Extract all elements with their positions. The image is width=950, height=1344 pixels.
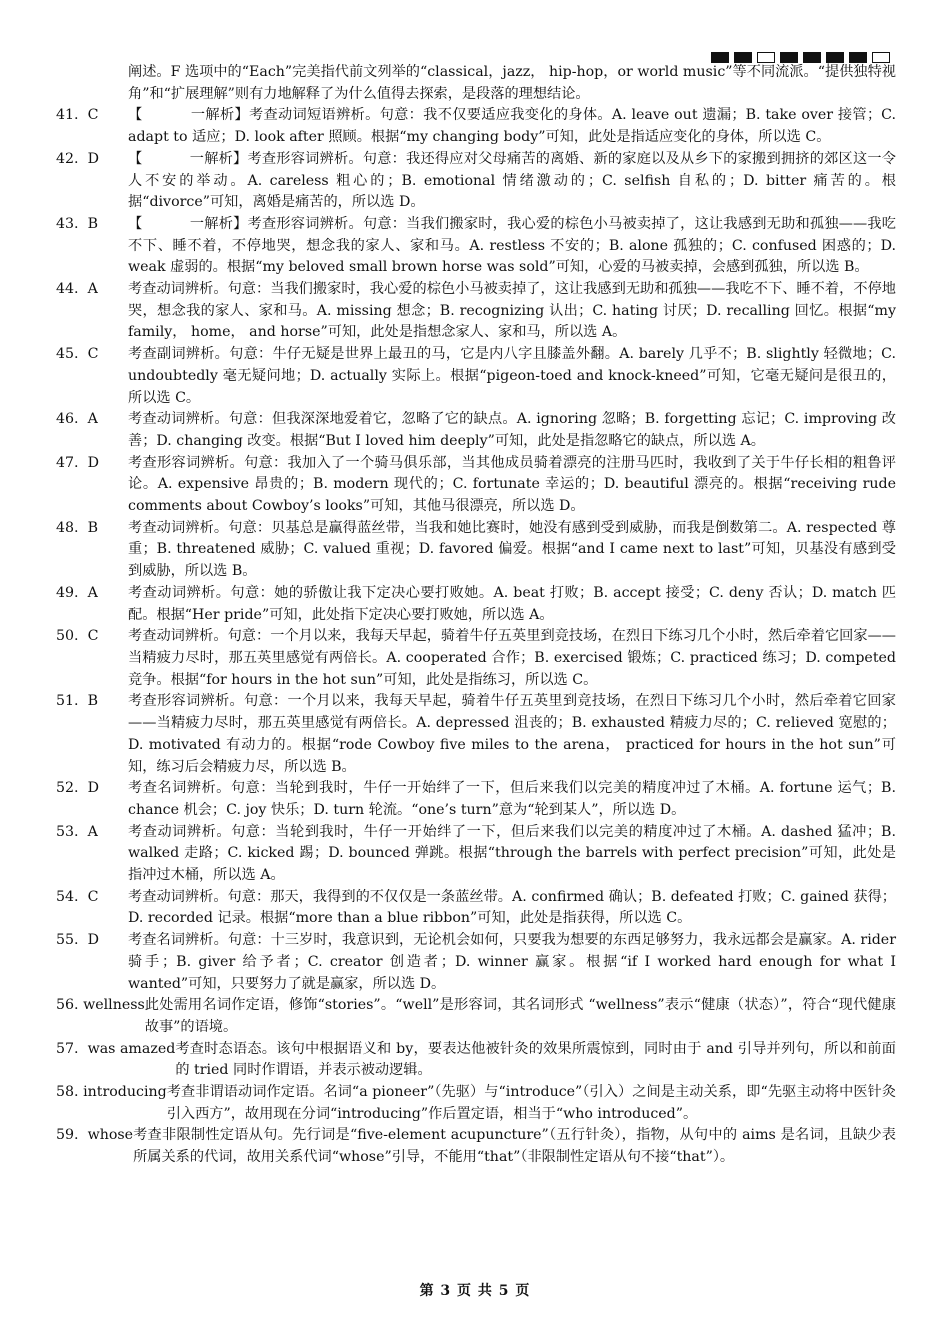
answer-number: 50. C — [56, 628, 99, 645]
answer-number: 49. A — [56, 584, 98, 601]
answer-number: 44. A — [56, 281, 98, 298]
answer-entry — [56, 626, 901, 691]
answer-explanation: 考查时态语态。该句中根据语义和 by，要表达他被针灸的效果所震惊到，同时由于 and 引导并列句，所以和前面的 tried 同时作谓语，并表示被动逻辑。 — [175, 1040, 896, 1079]
answer-explanation: 考查名词辨析。句意：十三岁时，我意识到，无论机会如何，只要我为想要的东西足够努力，我永远都会是赢家。A. rider 骑手；B. giver 给予者；C. creator 创造者；D. winner 赢家。根据“if I worked hard enough for what I wanted”可知，只要努力了就是赢家，所以选 D。 — [128, 932, 901, 992]
answer-number: 41. C — [56, 107, 99, 124]
answer-entry — [56, 279, 901, 344]
answer-number: 54. C — [56, 888, 99, 905]
answer-entry — [56, 149, 896, 214]
answer-number: 46. A — [56, 411, 98, 428]
answer-entry — [56, 344, 901, 409]
answer-entry — [56, 691, 896, 778]
answer-number: 58. introducing — [56, 1084, 167, 1101]
answer-number: 48. B — [56, 519, 99, 536]
answer-number: 45. C — [56, 346, 99, 363]
answer-explanation: 考查非谓语动词作定语。名词“a pioneer”（先驱）与“introduce”（引入）之间是主动关系，即“先驱主动将中医针灸引入西方”，故用现在分词“introducing”作后置定语，相当于“who introduced”。 — [166, 1084, 896, 1122]
answer-key-content — [56, 62, 901, 1169]
answer-entry — [56, 105, 901, 148]
answer-number: 53. A — [56, 823, 98, 840]
answer-entry — [56, 822, 901, 887]
answer-explanation: 考查副词辨析。句意：牛仔无疑是世界上最丑的马，它是内八字且膝盖外翻。A. barely 几乎不；B. slightly 轻微地；C. undoubtedly 毫无疑问地；D. actually 实际上。根据“pigeon-toed and knock-kneed”可知，它毫无疑问是很丑的，所以选 C。 — [128, 346, 901, 406]
answer-entry — [56, 887, 896, 930]
answer-explanation: 考查动词辨析。句意：贝基总是赢得蓝丝带，当我和她比赛时，她没有感到受到威胁，而我是倒数第二。A. respected 尊重；B. threatened 威胁；C. valued 重视；D. favored 偏爱。根据“and I came next to last”可知，贝基没有感到受到威胁，所以选 B。 — [128, 519, 896, 580]
answer-entry — [56, 583, 896, 626]
answer-number: 55. D — [56, 932, 99, 949]
answer-entry — [56, 214, 901, 279]
answer-number: 57. was amazed — [56, 1040, 176, 1057]
intro-paragraph: 阐述。F 选项中的“Each”完美指代前文列举的“classical，jazz， hip-hop，or world music”等不同流派。“提供独特视角”和“扩展理解”则有力地解释了为什么值得去探索，是段落的理想结论。 — [128, 64, 896, 102]
answer-explanation: 考查名词辨析。句意：当轮到我时，牛仔一开始绊了一下，但后来我们以完美的精度冲过了木桶。A. fortune 运气；B. chance 机会；C. joy 快乐；D. turn 轮流。“one’s turn”意为“轮到某人”，所以选 D。 — [128, 780, 901, 818]
answer-entry — [56, 409, 896, 452]
answer-explanation: 考查动词辨析。句意：当轮到我时，牛仔一开始绊了一下，但后来我们以完美的精度冲过了木桶。A. dashed 猛冲；B. walked 走路；C. kicked 踢；D. bounced 弹跳。根据“through the barrels with perfect precision”可知，此处是指冲过木桶，所以选 A。 — [128, 823, 901, 884]
answer-entry — [56, 778, 901, 821]
answer-entry — [56, 930, 901, 995]
answer-number: 42. D — [56, 150, 99, 167]
answer-explanation: 考查形容词辨析。句意：我加入了一个骑马俱乐部，当其他成员骑着漂亮的注册马匹时，我收到了关于牛仔长相的粗鲁评论。A. expensive 昂贵的；B. modern 现代的；C. fortunate 幸运的；D. beautiful 漂亮的。根据“receiving rude comments about Cowboy’s looks”可知，其他马很漂亮，所以选 D。 — [128, 454, 901, 515]
answer-number: 43. B — [56, 215, 99, 232]
answer-entry — [56, 518, 896, 583]
answer-explanation: 【 一解析】考查形容词辨析。句意：当我们搬家时，我心爱的棕色小马被卖掉了，这让我感到无助和孤独——我吃不下、睡不着，不停地哭，想念我的家人、家和马。A. restless 不安的；B. alone 孤独的；C. confused 困惑的；D. weak 虚弱的。根据“my beloved small brown horse was sold”可知，心爱的马被卖掉，会感到孤独，所以选 B。 — [128, 215, 901, 276]
answer-number: 59. whose — [56, 1127, 134, 1144]
answer-explanation: 考查动词辨析。句意：她的骄傲让我下定决心要打败她。A. beat 打败；B. accept 接受；C. deny 否认；D. match 匹配。根据“Her pride”可知，此处指下定决心要打败她，所以选 A。 — [128, 584, 896, 623]
answer-number: 51. B — [56, 693, 99, 710]
answer-explanation: 【 一解析】考查动词短语辨析。句意：我不仅要适应我变化的身体。A. leave out 遗漏；B. take over 接管；C. adapt to 适应；D. look after 照顾。根据“my changing body”可知，此处是指适应变化的身体，所以选 C。 — [128, 107, 901, 146]
answer-number: 47. D — [56, 454, 99, 471]
answer-explanation: 【 一解析】考查形容词辨析。句意：我还得应对父母痛苦的离婚、新的家庭以及从乡下的家搬到拥挤的郊区这一令人不安的举动。A. careless 粗心的；B. emotional 情绪激动的；C. selfish 自私的；D. bitter 痛苦的。根据“divorce”可知，离婚是痛苦的，所以选 D。 — [128, 150, 896, 211]
answer-entry — [56, 1039, 896, 1082]
answer-entry — [56, 1125, 896, 1168]
answer-explanation: 此处需用名词作定语，修饰“stories”。“well”是形容词，其名词形式 “wellness”表示“健康（状态）”，符合“现代健康故事”的语境。 — [144, 997, 896, 1035]
answer-explanation: 考查动词辨析。句意：当我们搬家时，我心爱的棕色小马被卖掉了，这让我感到无助和孤独——我吃不下、睡不着，不停地哭，想念我的家人、家和马。A. missing 想念；B. recognizing 认出；C. hating 讨厌；D. recalling 回忆。根据“my family， home， and horse”可知，此处是指想念家人、家和马，所以选 A。 — [128, 281, 901, 341]
answer-explanation: 考查非限制性定语从句。先行词是“five-element acupuncture”（五行针灸），指物，从句中的 aims 是名词，且缺少表所属关系的代词，故用关系代词“whose”引导，不能用“that”（非限制性定语从句不接“that”）。 — [133, 1127, 896, 1166]
answer-explanation: 考查动词辨析。句意：一个月以来，我每天早起，骑着牛仔五英里到竞技场，在烈日下练习几个小时，然后牵着它回家——当精疲力尽时，那五英里感觉有两倍长。A. cooperated 合作；B. exercised 锻炼；C. practiced 练习；D. competed 竞争。根据“for hours in the hot sun”可知，此处是指练习，所以选 C。 — [128, 628, 901, 688]
page-footer: 第 3 页 共 5 页 — [419, 1283, 531, 1299]
answer-entry — [56, 453, 901, 518]
answer-explanation: 考查动词辨析。句意：但我深深地爱着它，忽略了它的缺点。A. ignoring 忽略；B. forgetting 忘记；C. improving 改善；D. changing 改变。根据“But I loved him deeply”可知，此处是指忽略它的缺点，所以选 A。 — [128, 411, 896, 449]
answer-number: 52. D — [56, 780, 99, 797]
answer-explanation: 考查形容词辨析。句意：一个月以来，我每天早起，骑着牛仔五英里到竞技场，在烈日下练习几个小时，然后牵着它回家——当精疲力尽时，那五英里感觉有两倍长。A. depressed 沮丧的；B. exhausted 精疲力尽的；C. relieved 宽慰的；D. motivated 有动力的。根据“rode Cowboy five miles to the arena， practiced for hours in the hot sun”可知，练习后会精疲力尽，所以选 B。 — [128, 693, 896, 775]
answer-explanation: 考查动词辨析。句意：那天，我得到的不仅仅是一条蓝丝带。A. confirmed 确认；B. defeated 打败；C. gained 获得；D. recorded 记录。根据“more than a blue ribbon”可知，此处是指获得，所以选 C。 — [128, 888, 896, 927]
answer-entry — [56, 995, 896, 1038]
answer-entry — [56, 1082, 896, 1125]
answer-number: 56. wellness — [56, 997, 145, 1014]
